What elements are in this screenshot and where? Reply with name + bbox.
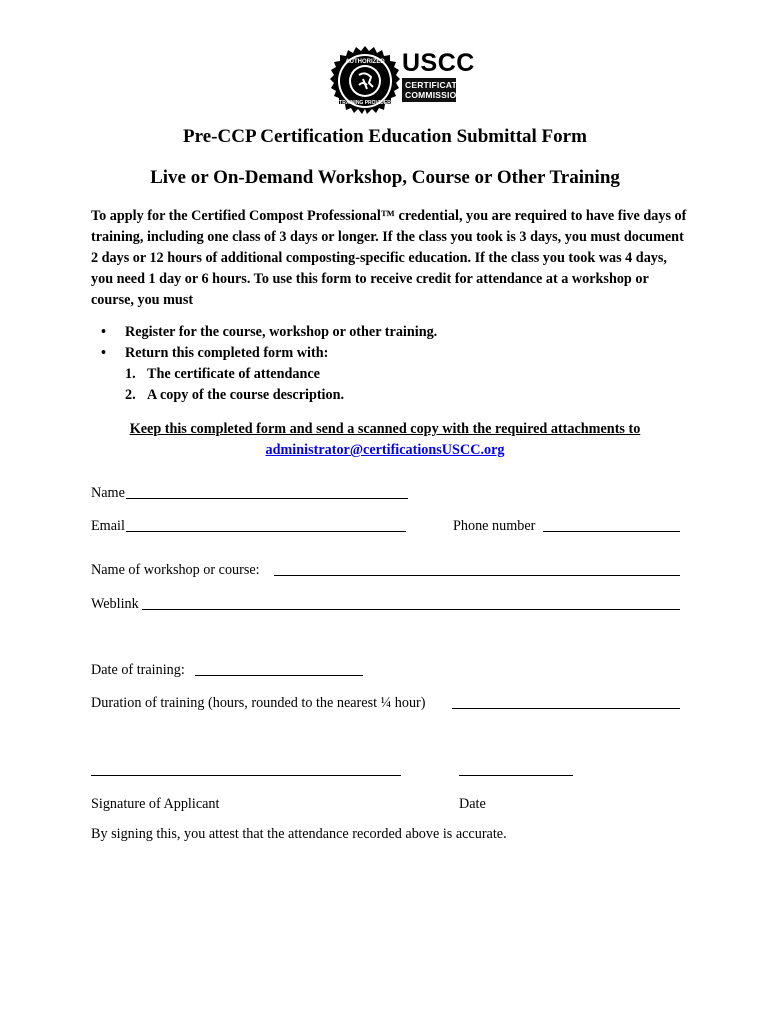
signature-date-label: Date	[459, 796, 486, 812]
requirements-list	[91, 322, 691, 406]
list-item: 2. A copy of the course description.	[125, 387, 345, 403]
brand-name: USCC	[402, 49, 475, 77]
signature-label: Signature of Applicant	[91, 796, 220, 812]
signature-field[interactable]	[91, 775, 401, 776]
phone-field[interactable]	[543, 531, 680, 532]
svg-text:AUTHORIZED: AUTHORIZED	[345, 59, 385, 65]
bullet-icon: •	[101, 324, 106, 340]
date-of-training-label: Date of training:	[91, 662, 185, 678]
weblink-label: Weblink	[91, 596, 139, 612]
submission-instruction: Keep this completed form and send a scanned copy with the required attachments to administrator@certificationsUSCC.org	[129, 421, 641, 458]
svg-text:TRAINING PROVIDER: TRAINING PROVIDER	[339, 100, 391, 106]
weblink-field[interactable]	[142, 609, 680, 610]
date-of-training-field[interactable]	[195, 675, 363, 676]
brand-subtitle: CERTIFICATION COMMISSION	[402, 78, 456, 102]
intro-paragraph: To apply for the Certified Compost Professional™ credential, you are required to have five days of training, including one class of 3 days or longer. If the class you took is 3 days, you must document 2 days or 12 hours of additional composting-specific education. If the class you took was 4 days, you need 1 day or 6 hours. To use this form to receive credit for attendance at a workshop or course, you must	[91, 208, 687, 308]
signature-date-field[interactable]	[459, 775, 573, 776]
name-label: Name	[91, 485, 125, 501]
list-item: • Return this completed form with:	[91, 343, 691, 364]
form-title: Pre-CCP Certification Education Submittal Form	[183, 126, 587, 147]
phone-label: Phone number	[453, 518, 536, 534]
workshop-field[interactable]	[274, 575, 680, 576]
attestation-text: By signing this, you attest that the attendance recorded above is accurate.	[91, 826, 507, 842]
email-label: Email	[91, 518, 125, 534]
bullet-icon: •	[101, 345, 106, 361]
duration-field[interactable]	[452, 708, 680, 709]
email-field[interactable]	[126, 531, 406, 532]
workshop-label: Name of workshop or course:	[91, 562, 260, 578]
list-item: • Register for the course, workshop or other training.	[91, 322, 691, 343]
uscc-logo	[329, 45, 475, 117]
duration-label: Duration of training (hours, rounded to the nearest ¼ hour)	[91, 695, 426, 711]
authorized-training-provider-badge-icon	[329, 45, 401, 117]
list-item: 1. The certificate of attendance	[125, 366, 320, 382]
name-field[interactable]	[126, 498, 408, 499]
admin-email-link[interactable]: administrator@certificationsUSCC.org	[265, 442, 505, 458]
form-subtitle: Live or On-Demand Workshop, Course or Other Training	[150, 167, 620, 188]
